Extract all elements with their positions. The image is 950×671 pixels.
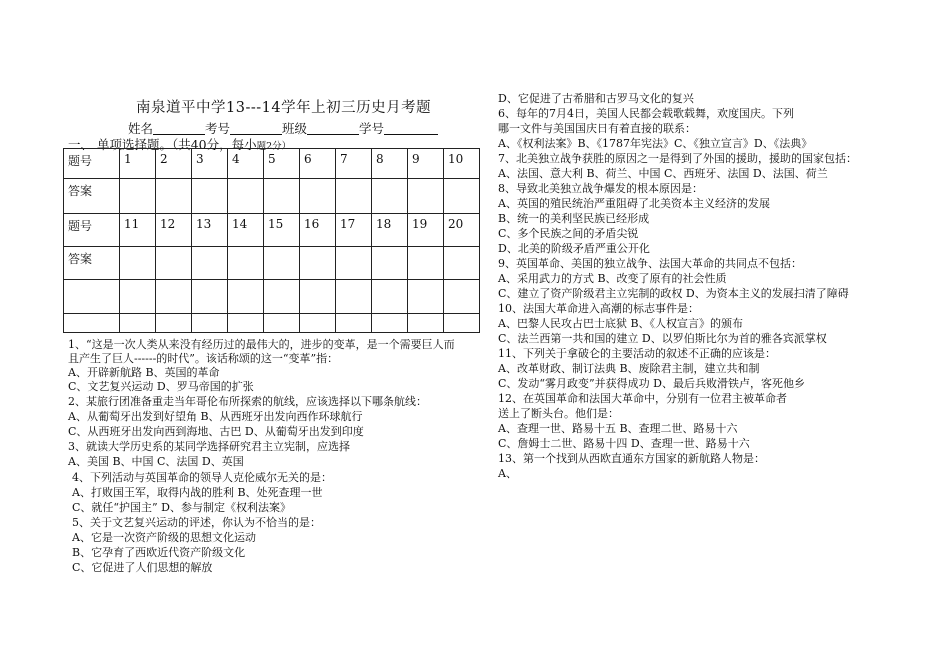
option-text: A、采用武力的方式 B、改变了原有的社会性质 (498, 272, 727, 285)
option-text: A、美国 B、中国 C、法国 D、英国 (68, 455, 244, 468)
name-label: 姓名 (128, 121, 154, 136)
question-number-cell: 2 (156, 149, 192, 179)
section-heading: 一、 单项选择题。（共40分，每小题2分） (68, 137, 292, 152)
blank-cell (300, 314, 336, 333)
answer-cell[interactable] (444, 247, 480, 280)
option-text: C、它促进了人们思想的解放 (72, 561, 213, 574)
option-text: C、建立了资产阶级君主立宪制的政权 D、为资本主义的发展扫清了障碍 (498, 287, 849, 300)
answer-cell[interactable] (228, 179, 264, 214)
class-label: 班级 (282, 121, 308, 136)
blank-cell (120, 280, 156, 314)
blank-cell (156, 314, 192, 333)
blank-cell (192, 314, 228, 333)
answer-cell[interactable] (408, 179, 444, 214)
option-text: A、改革财政、制订法典 B、废除君主制，建立共和制 (498, 362, 760, 375)
exam-no-label: 考号 (205, 121, 231, 136)
option-text: D、北美的阶级矛盾严重公开化 (498, 242, 650, 255)
answer-cell[interactable] (156, 179, 192, 214)
question-number-cell: 4 (228, 149, 264, 179)
answer-cell[interactable] (336, 247, 372, 280)
blank-cell (264, 280, 300, 314)
option-text: C、多个民族之间的矛盾尖锐 (498, 227, 639, 240)
question-text: 且产生了巨人------的时代”。该话称颂的这一“变革”指： (68, 352, 339, 365)
question-text: 11、下列关于拿破仑的主要活动的叙述不正确的应该是： (498, 347, 776, 360)
question-number-cell: 11 (120, 214, 156, 247)
option-text: C、就任“护国主” D、参与制定《权利法案》 (72, 501, 291, 514)
question-number-cell: 7 (336, 149, 372, 179)
table-row (64, 214, 480, 247)
option-text: A、法国、意大利 B、荷兰、中国 C、西班牙、法国 D、法国、荷兰 (498, 167, 828, 180)
answer-cell[interactable] (372, 247, 408, 280)
option-text: A、巴黎人民攻占巴士底狱 B、《人权宣言》的颁布 (498, 317, 744, 330)
answer-cell[interactable] (444, 179, 480, 214)
answer-cell[interactable] (300, 179, 336, 214)
table-row (64, 149, 480, 179)
question-number-cell: 5 (264, 149, 300, 179)
option-text: D、它促进了古希腊和古罗马文化的复兴 (498, 92, 694, 105)
question-text: 12、在英国革命和法国大革命中，分别有一位君主被革命者 (498, 392, 787, 405)
blank-cell (372, 314, 408, 333)
answer-cell[interactable] (228, 247, 264, 280)
question-text: 1、“这是一次人类从来没有经历过的最伟大的，进步的变革，是一个需要巨人而 (68, 338, 455, 351)
page-title: 南泉道平中学13---14学年上初三历史月考题 (136, 100, 432, 116)
option-text: C、文艺复兴运动 D、罗马帝国的扩张 (68, 380, 254, 393)
answer-cell[interactable] (372, 179, 408, 214)
class-blank[interactable] (307, 121, 359, 135)
question-number-cell: 13 (192, 214, 228, 247)
blank-cell (192, 280, 228, 314)
question-text: 送上了断头台。他们是： (498, 407, 619, 420)
option-text: C、从西班牙出发向西到海地、古巴 D、从葡萄牙出发到印度 (68, 425, 364, 438)
option-text: C、法兰西第一共和国的建立 D、以罗伯斯比尔为首的雅各宾派掌权 (498, 332, 827, 345)
question-number-cell: 16 (300, 214, 336, 247)
question-text: 哪一文件与美国国庆日有着直接的联系： (498, 122, 696, 135)
option-text: A、打败国王军，取得内战的胜利 B、处死查理一世 (72, 486, 323, 499)
answer-cell[interactable] (192, 247, 228, 280)
question-number-cell: 12 (156, 214, 192, 247)
option-text: B、它孕育了西欧近代资产阶级文化 (72, 546, 246, 559)
question-number-cell: 15 (264, 214, 300, 247)
blank-cell (408, 280, 444, 314)
question-number-cell: 20 (444, 214, 480, 247)
question-number-cell: 19 (408, 214, 444, 247)
question-text: 8、导致北美独立战争爆发的根本原因是： (498, 182, 703, 195)
question-number-cell: 17 (336, 214, 372, 247)
option-text: A、从葡萄牙出发到好望角 B、从西班牙出发向西作环球航行 (68, 410, 363, 423)
option-text: A、《权利法案》B、《1787年宪法》C、《独立宣言》D、《法典》 (498, 137, 813, 150)
blank-cell (264, 314, 300, 333)
blank-cell (444, 314, 480, 333)
option-text: C、发动“雾月政变”并获得成功 D、最后兵败滑铁卢，客死他乡 (498, 377, 805, 390)
option-text: A、开辟新航路 B、英国的革命 (68, 366, 220, 379)
table-row (64, 247, 480, 280)
blank-cell (336, 280, 372, 314)
option-text: B、统一的美利坚民族已经形成 (498, 212, 650, 225)
option-text: A、查理一世、路易十五 B、查理二世、路易十六 (498, 422, 738, 435)
answer-label: 答案 (64, 247, 120, 280)
blank-cell (156, 280, 192, 314)
name-blank[interactable] (153, 121, 205, 135)
answer-label: 答案 (64, 179, 120, 214)
seat-blank[interactable] (384, 121, 438, 135)
blank-cell (64, 314, 120, 333)
answer-cell[interactable] (192, 179, 228, 214)
answer-cell[interactable] (300, 247, 336, 280)
answer-cell[interactable] (264, 179, 300, 214)
question-number-cell: 1 (120, 149, 156, 179)
question-number-cell: 14 (228, 214, 264, 247)
blank-cell (372, 280, 408, 314)
question-text: 6、每年的7月4日，美国人民都会载歌载舞，欢度国庆。下列 (498, 107, 794, 120)
question-text: 10、法国大革命进入高潮的标志事件是： (498, 302, 699, 315)
table-row (64, 314, 480, 333)
blank-cell (336, 314, 372, 333)
question-number-cell: 18 (372, 214, 408, 247)
blank-cell (228, 314, 264, 333)
table-row (64, 179, 480, 214)
question-number-label: 题号 (64, 214, 120, 247)
question-number-cell: 3 (192, 149, 228, 179)
blank-cell (120, 314, 156, 333)
blank-cell (408, 314, 444, 333)
blank-cell (228, 280, 264, 314)
answer-cell[interactable] (120, 179, 156, 214)
question-text: 3、就读大学历史系的某同学选择研究君主立宪制，应选择 (68, 440, 350, 453)
option-text: C、詹姆士二世、路易十四 D、查理一世、路易十六 (498, 437, 750, 450)
blank-cell (444, 280, 480, 314)
answer-table (63, 148, 480, 333)
question-text: 7、北美独立战争获胜的原因之一是得到了外国的援助，援助的国家包括： (498, 152, 857, 165)
question-text: 2、某旅行团准备重走当年哥伦布所探索的航线，应该选择以下哪条航线： (68, 395, 427, 408)
question-text: 13、第一个找到从西欧直通东方国家的新航路人物是： (498, 452, 765, 465)
blank-cell (64, 280, 120, 314)
answer-cell[interactable] (156, 247, 192, 280)
answer-cell[interactable] (336, 179, 372, 214)
question-text: 5、关于文艺复兴运动的评述，你认为不恰当的是： (72, 516, 321, 529)
option-text: A、 (498, 467, 517, 480)
question-number-label: 题号 (64, 149, 120, 179)
answer-cell[interactable] (408, 247, 444, 280)
exam-no-blank[interactable] (230, 121, 282, 135)
answer-cell[interactable] (120, 247, 156, 280)
answer-cell[interactable] (264, 247, 300, 280)
option-text: A、它是一次资产阶级的思想文化运动 (72, 531, 256, 544)
question-number-cell: 10 (444, 149, 480, 179)
question-text: 9、英国革命、美国的独立战争、法国大革命的共同点不包括： (498, 257, 802, 270)
question-number-cell: 9 (408, 149, 444, 179)
question-text: 4、下列活动与英国革命的领导人克伦威尔无关的是： (72, 471, 332, 484)
seat-label: 学号 (359, 121, 385, 136)
option-text: A、英国的殖民统治严重阻碍了北美资本主义经济的发展 (498, 197, 770, 210)
table-row (64, 280, 480, 314)
question-number-cell: 6 (300, 149, 336, 179)
blank-cell (300, 280, 336, 314)
question-number-cell: 8 (372, 149, 408, 179)
